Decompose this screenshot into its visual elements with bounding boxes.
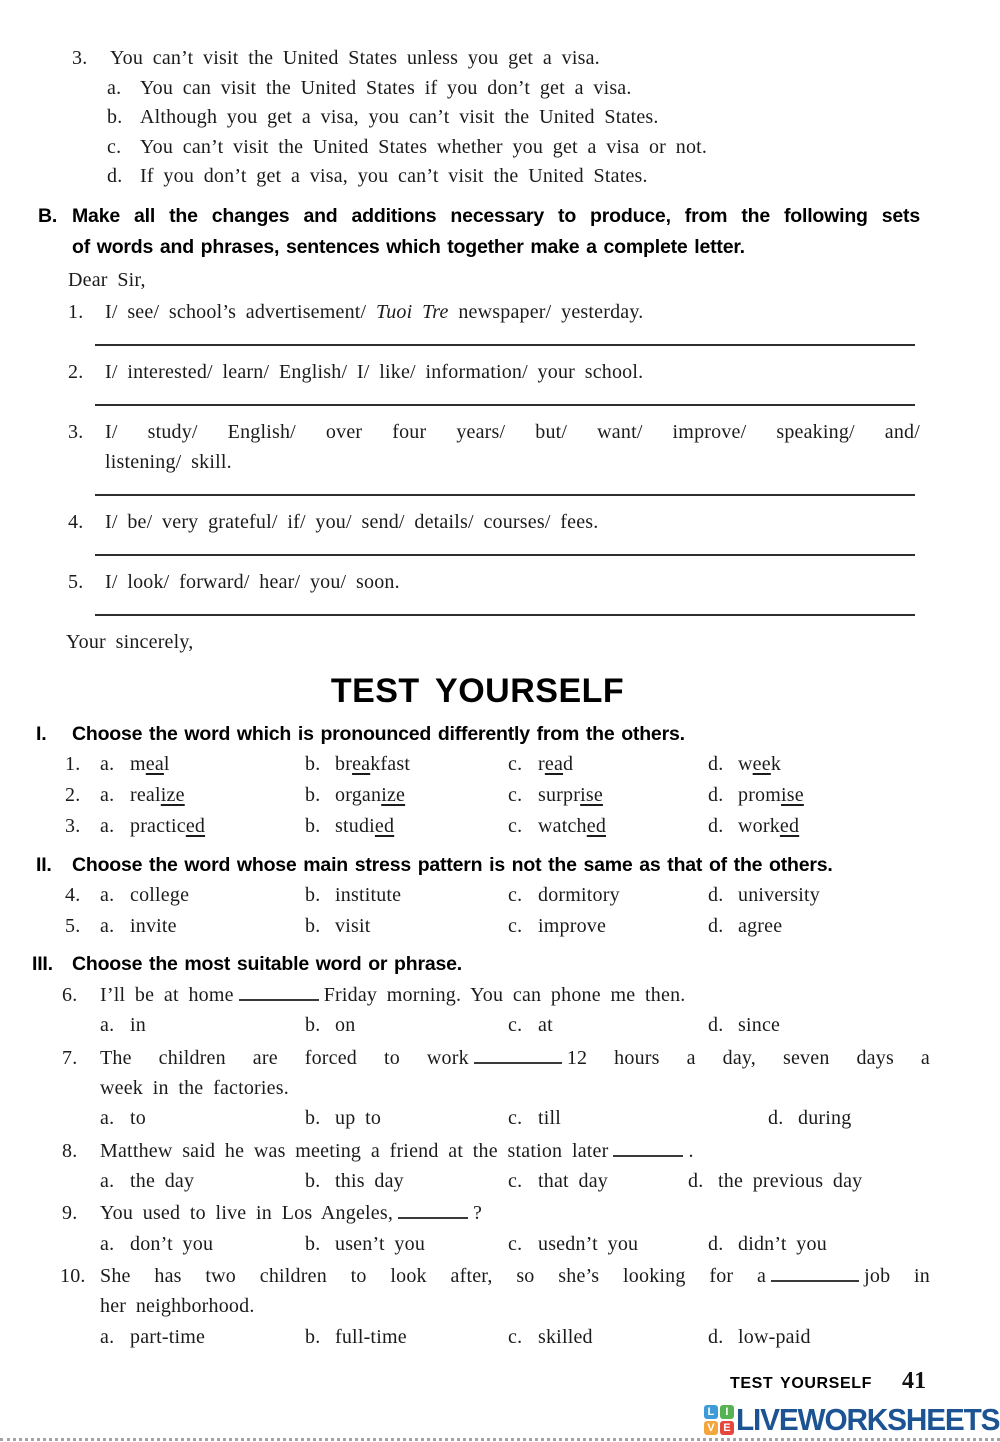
option-label: b. <box>107 106 123 129</box>
word-pre: w <box>738 752 753 775</box>
option-label: c. <box>508 1107 523 1130</box>
choice-option[interactable] <box>305 880 508 911</box>
item-number: 1. <box>68 300 84 323</box>
stem-pre: You used to live in Los Angeles, <box>100 1202 394 1225</box>
item-number: 5. <box>68 570 84 593</box>
option-word: university <box>738 883 820 906</box>
exercise-b-label: B. <box>38 204 58 227</box>
option-word <box>538 784 603 806</box>
liveworksheets-grid-icon <box>704 1405 734 1435</box>
heading-line-1: Make all the changes and additions necessary to produce, from the following sets <box>72 204 920 227</box>
choice-option[interactable] <box>708 1322 1000 1353</box>
question-8-stem <box>62 1136 930 1166</box>
option-word: at <box>538 1014 553 1037</box>
option-word: that day <box>538 1170 608 1193</box>
answer-option-a[interactable] <box>0 74 1000 104</box>
item-text: I/ interested/ learn/ English/ I/ like/ information/ your school. <box>105 360 644 383</box>
option-label: c. <box>508 1170 523 1193</box>
option-word: the day <box>130 1170 195 1193</box>
logo-tile-v: V <box>704 1421 718 1435</box>
option-label: a. <box>100 883 115 906</box>
letter-item-2 <box>68 357 920 387</box>
question-number: 8. <box>62 1139 78 1162</box>
word-post: k <box>770 752 782 775</box>
choice-option[interactable] <box>508 749 708 780</box>
option-label: b. <box>305 914 321 937</box>
choice-option[interactable] <box>508 880 708 911</box>
choice-option[interactable] <box>708 1229 1000 1260</box>
letter-item-3 <box>68 417 920 477</box>
answer-line-1[interactable] <box>95 344 915 346</box>
choice-option[interactable] <box>100 1103 305 1134</box>
section-2-label: II. <box>36 853 52 876</box>
stem-pre: I’ll be at home <box>100 983 234 1006</box>
question-10-options <box>0 1322 1000 1353</box>
option-text: You can visit the United States if you don’t get a visa. <box>140 76 632 99</box>
page-title: TEST YOURSELF <box>330 671 625 710</box>
option-label: a. <box>107 76 122 99</box>
word-underlined: ea <box>352 752 371 775</box>
page-number: 41 <box>901 1368 927 1394</box>
choice-option[interactable] <box>508 780 708 811</box>
option-label: a. <box>100 784 115 807</box>
answer-line-3[interactable] <box>95 494 915 496</box>
stress-row-5 <box>0 911 1000 942</box>
choice-option[interactable] <box>305 780 508 811</box>
section-heading-text: Choose the most suitable word or phrase. <box>72 952 462 975</box>
option-label: b. <box>305 883 321 906</box>
answer-line-2[interactable] <box>95 404 915 406</box>
option-word <box>130 753 170 775</box>
option-label: c. <box>508 752 523 775</box>
option-word <box>130 784 185 806</box>
option-word <box>538 815 606 837</box>
option-label: b. <box>305 1325 321 1348</box>
option-label: b. <box>305 1014 321 1037</box>
option-label: a. <box>100 1325 115 1348</box>
word-underlined: ee <box>752 752 771 775</box>
choice-option[interactable] <box>305 811 508 842</box>
answer-option-c[interactable] <box>0 133 1000 163</box>
option-label: c. <box>107 135 122 158</box>
option-word <box>738 784 804 806</box>
option-label: d. <box>107 165 123 188</box>
fill-in-blank[interactable] <box>398 1204 468 1219</box>
question-stem <box>0 44 1000 74</box>
word-pre: r <box>538 752 545 775</box>
word-underlined: ize <box>381 784 406 807</box>
stem-line-2: her neighborhood. <box>100 1295 255 1318</box>
pronunciation-row-2 <box>0 780 1000 811</box>
letter-item-1 <box>68 297 920 327</box>
stem-post: . <box>688 1139 694 1162</box>
choice-option[interactable] <box>708 911 1000 942</box>
option-word <box>538 753 573 775</box>
exercise-b <box>0 201 1000 657</box>
question-number: 9. <box>62 1202 78 1225</box>
liveworksheets-wordmark: LIVEWORKSHEETS <box>736 1402 1000 1437</box>
choice-option[interactable] <box>508 811 708 842</box>
item-text-line-2: listening/ skill. <box>105 450 232 473</box>
stem-pre: The children are forced to work <box>100 1046 469 1069</box>
choice-option[interactable] <box>508 1166 708 1197</box>
option-label: a. <box>100 1014 115 1037</box>
option-label: d. <box>708 1014 724 1037</box>
question-6-options <box>0 1010 1000 1041</box>
option-word: part-time <box>130 1325 206 1348</box>
question-8-options <box>0 1166 1000 1197</box>
word-underlined: ed <box>374 815 395 838</box>
question-number: 6. <box>62 983 78 1006</box>
word-pre: prom <box>738 784 782 807</box>
word-pre: surpr <box>538 784 581 807</box>
option-label: b. <box>305 752 321 775</box>
word-post: l <box>163 752 170 775</box>
section-3-label: III. <box>32 952 53 975</box>
choice-option[interactable] <box>305 1166 508 1197</box>
option-text: If you don’t get a visa, you can’t visit the United States. <box>140 165 648 188</box>
section-1-heading <box>0 719 942 749</box>
fill-in-blank[interactable] <box>771 1267 859 1282</box>
word-post: d <box>563 752 574 775</box>
option-label: a. <box>100 1107 115 1130</box>
stem-pre: Matthew said he was meeting a friend at the station later <box>100 1139 609 1162</box>
option-word <box>335 784 405 806</box>
item-text: I/ be/ very grateful/ if/ you/ send/ details/ courses/ fees. <box>105 510 599 533</box>
choice-option[interactable] <box>508 1103 708 1134</box>
item-text: I/ study/ English/ over four years/ but/ want/ improve/ speaking/ and/ <box>105 420 920 443</box>
choice-option[interactable] <box>708 811 1000 842</box>
heading-line-2: of words and phrases, sentences which together make a complete letter. <box>72 235 745 258</box>
word-underlined: ed <box>779 815 800 838</box>
option-label: d. <box>708 752 724 775</box>
stem-post: job in <box>864 1264 930 1287</box>
choice-option[interactable] <box>688 1166 1000 1197</box>
word-underlined: ea <box>544 752 564 775</box>
choice-option[interactable] <box>100 1166 305 1197</box>
option-label: c. <box>508 1014 523 1037</box>
section-3-heading <box>0 949 942 979</box>
row-number: 1. <box>65 752 81 775</box>
item-text: I/ see/ school’s advertisement/ <box>105 300 377 323</box>
option-word: to <box>130 1107 146 1130</box>
option-word: don’t you <box>130 1232 214 1255</box>
word-pre: work <box>738 815 780 838</box>
choice-option[interactable] <box>305 1322 508 1353</box>
option-label: c. <box>508 1325 523 1348</box>
word-underlined: ise <box>580 784 603 807</box>
choice-option[interactable] <box>100 1229 305 1260</box>
item-text: newspaper/ yesterday. <box>448 300 644 323</box>
option-label: a. <box>100 1170 115 1193</box>
word-pre: practic <box>130 815 186 838</box>
exercise-a-question-3 <box>0 0 1000 192</box>
option-word: visit <box>335 914 371 937</box>
option-word <box>130 815 205 837</box>
choice-option[interactable] <box>100 911 305 942</box>
letter-closing: Your sincerely, <box>66 630 194 653</box>
option-word: up to <box>335 1107 382 1130</box>
option-word <box>738 753 781 775</box>
option-word: since <box>738 1014 781 1037</box>
option-word: till <box>538 1107 562 1130</box>
question-number: 3. <box>72 47 88 69</box>
pronunciation-row-3 <box>0 811 1000 842</box>
section-1-label: I. <box>36 722 47 745</box>
word-underlined: ise <box>781 784 804 807</box>
exercise-b-heading <box>0 201 920 263</box>
word-pre: real <box>130 784 161 807</box>
choice-option[interactable] <box>100 1322 305 1353</box>
choice-option[interactable] <box>305 911 508 942</box>
fill-in-blank[interactable] <box>474 1049 562 1064</box>
option-word <box>738 815 799 837</box>
logo-tile-i: I <box>720 1405 734 1419</box>
choice-option[interactable] <box>100 780 305 811</box>
letter-item-5 <box>68 567 920 597</box>
option-label: d. <box>708 1232 724 1255</box>
choice-option[interactable] <box>100 880 305 911</box>
option-label: b. <box>305 1170 321 1193</box>
option-label: c. <box>508 815 523 838</box>
choice-option[interactable] <box>305 1103 508 1134</box>
option-word: in <box>130 1014 146 1037</box>
question-7-stem <box>62 1043 930 1104</box>
section-2-heading <box>0 850 942 880</box>
question-9-options <box>0 1229 1000 1260</box>
option-label: b. <box>305 815 321 838</box>
option-word: full-time <box>335 1325 407 1348</box>
option-word: usedn’t you <box>538 1232 639 1255</box>
row-number: 3. <box>65 815 81 838</box>
choice-option[interactable] <box>708 880 1000 911</box>
option-word: institute <box>335 883 402 906</box>
choice-option[interactable] <box>508 1322 708 1353</box>
question-10-stem <box>60 1261 930 1322</box>
answer-option-d[interactable] <box>0 162 1000 192</box>
item-text: I/ look/ forward/ hear/ you/ soon. <box>105 570 400 593</box>
choice-option[interactable] <box>100 1010 305 1041</box>
word-post: kfast <box>370 752 411 775</box>
option-label: d. <box>708 914 724 937</box>
choice-option[interactable] <box>768 1103 1000 1134</box>
option-label: d. <box>708 784 724 807</box>
question-number: 10. <box>60 1264 86 1287</box>
stem-line-2: week in the factories. <box>100 1077 289 1099</box>
option-label: c. <box>508 914 523 937</box>
option-label: a. <box>100 1232 115 1255</box>
option-label: c. <box>508 883 523 906</box>
choice-option[interactable] <box>100 811 305 842</box>
row-number: 5. <box>65 914 81 937</box>
question-text: You can’t visit the United States unless you get a visa. <box>110 47 600 69</box>
liveworksheets-logo[interactable] <box>704 1402 1000 1438</box>
pronunciation-row-1 <box>0 749 1000 780</box>
option-label: d. <box>708 815 724 838</box>
logo-tile-l: L <box>704 1405 718 1419</box>
word-pre: m <box>130 752 146 775</box>
option-label: a. <box>100 914 115 937</box>
row-number: 4. <box>65 883 81 906</box>
fill-in-blank[interactable] <box>613 1142 683 1157</box>
option-label: a. <box>100 752 115 775</box>
option-word: on <box>335 1014 356 1037</box>
choice-option[interactable] <box>508 1010 708 1041</box>
option-word: this day <box>335 1170 404 1193</box>
word-pre: organ <box>335 784 382 807</box>
section-heading-text: Choose the word whose main stress pattern is not the same as that of the others. <box>72 853 833 876</box>
letter-salutation: Dear Sir, <box>68 268 146 291</box>
stem-post: ? <box>473 1202 483 1225</box>
stress-row-4 <box>0 880 1000 911</box>
stem-post: 12 hours a day, seven days a <box>566 1046 930 1069</box>
answer-option-b[interactable] <box>0 103 1000 133</box>
option-label: d. <box>708 1325 724 1348</box>
option-label: b. <box>305 1232 321 1255</box>
question-6-stem <box>62 980 930 1010</box>
option-label: b. <box>305 784 321 807</box>
choice-option[interactable] <box>305 1229 508 1260</box>
choice-option[interactable] <box>305 749 508 780</box>
answer-line-4[interactable] <box>95 554 915 556</box>
letter-item-4 <box>68 507 920 537</box>
item-number: 4. <box>68 510 84 533</box>
option-label: a. <box>100 815 115 838</box>
option-label: d. <box>688 1170 704 1193</box>
question-7-options <box>0 1103 1000 1134</box>
option-label: d. <box>708 883 724 906</box>
word-underlined: ed <box>185 815 206 838</box>
option-label: b. <box>305 1107 321 1130</box>
option-word: during <box>798 1107 852 1130</box>
option-word: usen’t you <box>335 1232 426 1255</box>
item-number: 2. <box>68 360 84 383</box>
question-9-stem <box>62 1198 930 1228</box>
choice-option[interactable] <box>100 749 305 780</box>
option-word: didn’t you <box>738 1232 827 1255</box>
word-underlined: ea <box>145 752 164 775</box>
running-title: TEST YOURSELF <box>730 1375 872 1392</box>
choice-option[interactable] <box>508 1229 708 1260</box>
word-underlined: ize <box>160 784 185 807</box>
option-word <box>335 815 394 837</box>
choice-option[interactable] <box>708 1010 1000 1041</box>
word-underlined: ed <box>586 815 607 838</box>
option-text: Although you get a visa, you can’t visit the United States. <box>140 106 659 129</box>
option-label: c. <box>508 784 523 807</box>
word-pre: studi <box>335 815 375 838</box>
option-word: invite <box>130 914 177 937</box>
option-word: skilled <box>538 1325 593 1348</box>
fill-in-blank[interactable] <box>239 986 319 1001</box>
answer-line-5[interactable] <box>95 614 915 616</box>
option-label: d. <box>768 1107 784 1130</box>
option-label: c. <box>508 1232 523 1255</box>
section-heading-text: Choose the word which is pronounced differently from the others. <box>72 722 685 745</box>
word-pre: br <box>335 752 353 775</box>
option-word: low-paid <box>738 1325 811 1348</box>
question-number: 7. <box>62 1046 78 1069</box>
row-number: 2. <box>65 784 81 807</box>
item-number: 3. <box>68 420 84 443</box>
choice-option[interactable] <box>708 749 1000 780</box>
item-text-italic: Tuoi Tre <box>376 300 449 323</box>
option-word <box>335 753 410 775</box>
choice-option[interactable] <box>708 780 1000 811</box>
stem-post: Friday morning. You can phone me then. <box>323 983 686 1006</box>
option-text: You can’t visit the United States whether you get a visa or not. <box>140 135 708 158</box>
stem-pre: She has two children to look after, so she’s looking for a <box>100 1264 767 1287</box>
choice-option[interactable] <box>508 911 708 942</box>
choice-option[interactable] <box>305 1010 508 1041</box>
logo-tile-e: E <box>720 1421 734 1435</box>
option-word: dormitory <box>538 883 620 906</box>
running-footer <box>730 1368 926 1395</box>
word-pre: watch <box>538 815 587 838</box>
option-word: college <box>130 883 190 906</box>
option-word: agree <box>738 914 783 937</box>
option-word: improve <box>538 914 607 937</box>
option-word: the previous day <box>718 1170 863 1193</box>
